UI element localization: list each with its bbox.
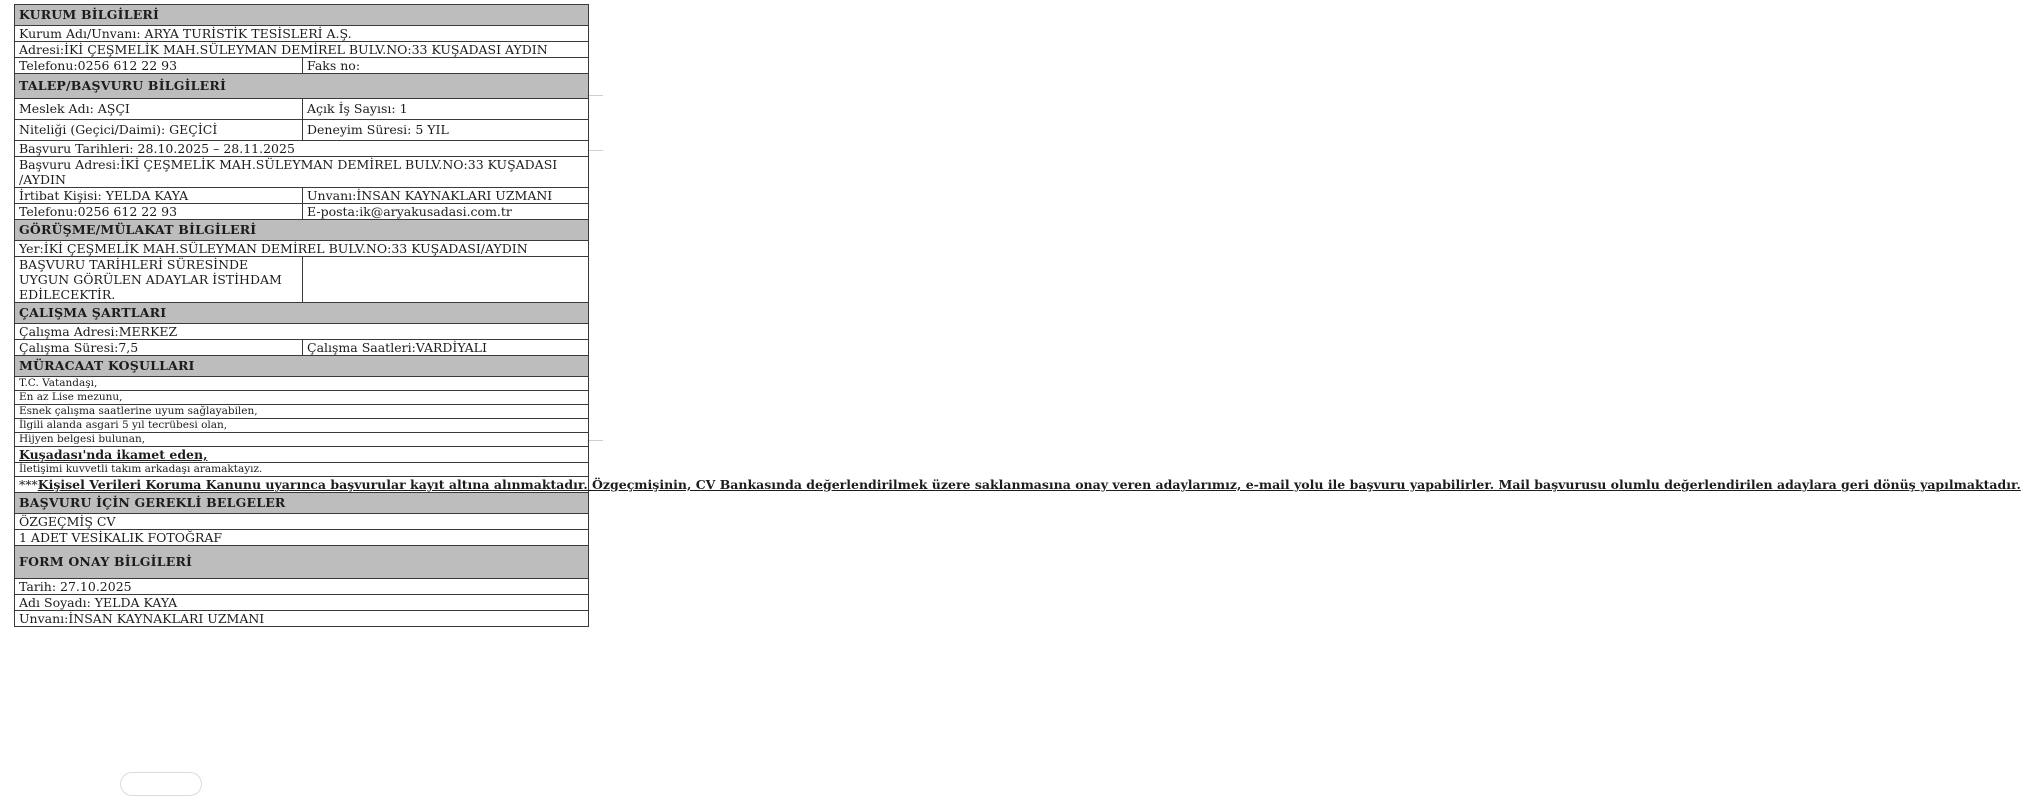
onay-unvan: Unvanı:İNSAN KAYNAKLARI UZMANI — [15, 611, 589, 627]
document-item: ÖZGEÇMİŞ CV — [15, 514, 589, 530]
kvkk-notice — [15, 477, 2021, 493]
gorusme-note-line3: EDİLECEKTİR. — [19, 287, 116, 302]
basvuru-adresi-line2: /AYDIN — [19, 172, 66, 187]
notice-prefix: *** — [19, 477, 38, 492]
talep-header: TALEP/BAŞVURU BİLGİLERİ — [15, 74, 589, 99]
stamp-mark — [120, 772, 202, 796]
basvuru-adresi — [15, 157, 589, 188]
condition-item: T.C. Vatandaşı, — [15, 377, 589, 391]
application-form — [14, 4, 2021, 627]
calisma-header: ÇALIŞMA ŞARTLARI — [15, 303, 589, 324]
calisma-suresi: Çalışma Süresi:7,5 — [15, 340, 303, 356]
basvuru-tarihleri: Başvuru Tarihleri: 28.10.2025 – 28.11.2025 — [15, 141, 589, 157]
gorusme-note-line1: BAŞVURU TARİHLERİ SÜRESİNDE — [19, 257, 249, 272]
onay-tarih: Tarih: 27.10.2025 — [15, 579, 589, 595]
form-table — [14, 4, 2021, 627]
gorusme-header: GÖRÜŞME/MÜLAKAT BİLGİLERİ — [15, 220, 589, 241]
gorusme-empty-cell — [303, 257, 589, 303]
deneyim-suresi: Deneyim Süresi: 5 YIL — [303, 120, 589, 141]
condition-item: İlgili alanda asgari 5 yıl tecrübesi olan, — [15, 419, 589, 433]
muracaat-header: MÜRACAAT KOŞULLARI — [15, 356, 589, 377]
onay-ad-soyad: Adı Soyadı: YELDA KAYA — [15, 595, 589, 611]
residence-text: Kuşadası'nda ikamet eden, — [19, 447, 208, 462]
talep-telefon: Telefonu:0256 612 22 93 — [15, 204, 303, 220]
calisma-saatleri: Çalışma Saatleri:VARDİYALI — [303, 340, 589, 356]
basvuru-adresi-line1: Başvuru Adresi:İKİ ÇEŞMELİK MAH.SÜLEYMAN DEMİREL BULV.NO:33 KUŞADASI — [19, 157, 558, 172]
acik-is-sayisi: Açık İş Sayısı: 1 — [303, 99, 589, 120]
edge-mark — [589, 440, 603, 441]
kurum-fax: Faks no: — [303, 58, 589, 74]
talep-eposta: E-posta:ik@aryakusadasi.com.tr — [303, 204, 589, 220]
condition-item: En az Lise mezunu, — [15, 391, 589, 405]
gorusme-note — [15, 257, 303, 303]
edge-mark — [589, 95, 603, 96]
kurum-phone: Telefonu:0256 612 22 93 — [15, 58, 303, 74]
belgeler-header: BAŞVURU İÇİN GEREKLİ BELGELER — [15, 493, 589, 514]
notice-text: Kişisel Verileri Koruma Kanunu uyarınca başvurular kayıt altına alınmaktadır. Özgeçmişinin, CV Bankasında değerlendirilmek üzere saklanmasına onay veren adaylarımız, e-mail yolu ile başvuru yapabilirler. Mail başvurusu olumlu değerlendirilen adaylara geri dönüş yapılmaktadır. — [37, 477, 2021, 492]
document-item: 1 ADET VESİKALIK FOTOĞRAF — [15, 530, 589, 546]
nitelik: Niteliği (Geçici/Daimi): GEÇİCİ — [15, 120, 303, 141]
condition-item: Esnek çalışma saatlerine uyum sağlayabilen, — [15, 405, 589, 419]
condition-item: Hijyen belgesi bulunan, — [15, 433, 589, 447]
meslek-adi: Meslek Adı: AŞÇI — [15, 99, 303, 120]
kurum-name: Kurum Adı/Unvanı: ARYA TURİSTİK TESİSLERİ A.Ş. — [15, 26, 589, 42]
calisma-adresi: Çalışma Adresi:MERKEZ — [15, 324, 589, 340]
irtibat-unvan: Unvanı:İNSAN KAYNAKLARI UZMANI — [303, 188, 589, 204]
kurum-header: KURUM BİLGİLERİ — [15, 5, 589, 26]
onay-header: FORM ONAY BİLGİLERİ — [15, 546, 589, 579]
edge-mark — [589, 150, 603, 151]
kurum-address: Adresi:İKİ ÇEŞMELİK MAH.SÜLEYMAN DEMİREL BULV.NO:33 KUŞADASI AYDIN — [15, 42, 589, 58]
gorusme-note-line2: UYGUN GÖRÜLEN ADAYLAR İSTİHDAM — [19, 272, 282, 287]
gorusme-yer: Yer:İKİ ÇEŞMELİK MAH.SÜLEYMAN DEMİREL BULV.NO:33 KUŞADASI/AYDIN — [15, 241, 589, 257]
irtibat-kisisi: İrtibat Kişisi: YELDA KAYA — [15, 188, 303, 204]
condition-item: İletişimi kuvvetli takım arkadaşı aramaktayız. — [15, 463, 589, 477]
condition-item-residence — [15, 447, 589, 463]
